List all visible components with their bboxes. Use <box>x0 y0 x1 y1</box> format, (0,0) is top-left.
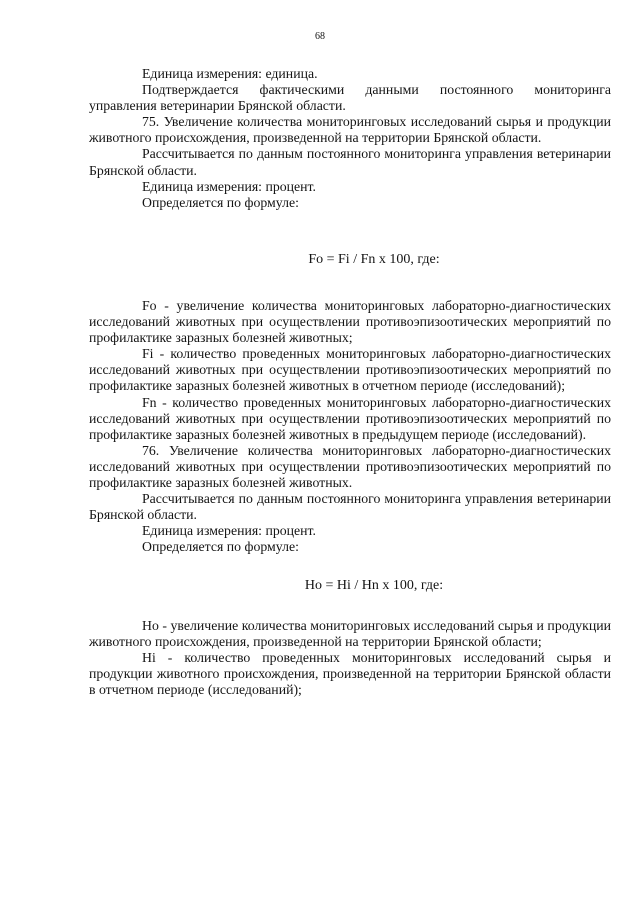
paragraph-calculation-source-2: Рассчитывается по данным постоянного мониторинга управления ветеринарии Брянской области. <box>89 491 611 523</box>
paragraph-calculation-source: Рассчитывается по данным постоянного мониторинга управления ветеринарии Брянской области. <box>89 146 611 178</box>
paragraph-formula-intro: Определяется по формуле: <box>142 194 299 210</box>
paragraph-unit-percent: Единица измерения: процент. <box>142 178 316 194</box>
paragraph-item-75: 75. Увеличение количества мониторинговых исследований сырья и продукции животного происхождения, произведенной на территории Брянской области. <box>89 114 611 146</box>
definition-hi: Hi - количество проведенных мониторинговых исследований сырья и продукции животного происхождения, произведенной на территории Брянской области в отчетном периоде (исследований); <box>89 649 611 697</box>
formula-fo: Fo = Fi / Fn x 100, где: <box>308 251 440 267</box>
paragraph-unit-count: Единица измерения: единица. <box>142 66 318 81</box>
page-number: 68 <box>315 31 325 42</box>
paragraph-unit-percent-2: Единица измерения: процент. <box>142 523 316 539</box>
paragraph-item-76: 76. Увеличение количества мониторинговых лабораторно-диагностических исследований животных при осуществлении противоэпизоотических мероприятий по профилактике заразных болезней животных. <box>89 442 611 490</box>
definition-fn: Fn - количество проведенных мониторинговых лабораторно-диагностических исследований животных при осуществлении противоэпизоотических мероприятий по профилактике заразных болезней животных в предыдущем периоде (исследований). <box>89 394 611 442</box>
page-content <box>89 66 611 698</box>
definition-fo: Fo - увеличение количества мониторинговых лабораторно-диагностических исследований животных при осуществлении противоэпизоотических мероприятий по профилактике заразных болезней животных; <box>89 297 611 346</box>
paragraph-confirmation: Подтверждается фактическими данными постоянного мониторинга управления ветеринарии Брянской области. <box>89 82 611 114</box>
formula-ho: Ho = Hi / Hn x 100, где: <box>304 578 444 594</box>
definition-fi: Fi - количество проведенных мониторинговых лабораторно-диагностических исследований животных при осуществлении противоэпизоотических мероприятий по профилактике заразных болезней животных в отчетном периоде (исследований); <box>89 346 611 394</box>
paragraph-formula-intro-2: Определяется по формуле: <box>142 539 299 555</box>
definition-ho: Ho - увеличение количества мониторинговых исследований сырья и продукции животного происхождения, произведенной на территории Брянской области; <box>89 617 611 649</box>
